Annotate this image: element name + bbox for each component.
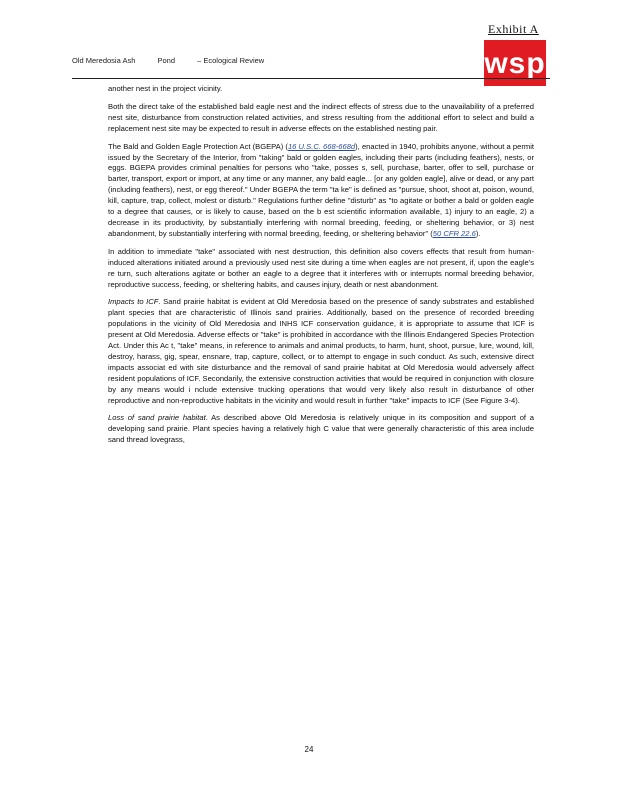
svg-text:wsp: wsp bbox=[484, 47, 546, 80]
header-rule bbox=[72, 78, 550, 79]
paragraph: In addition to immediate "take" associated with nest destruction, this definition also covers effects that result from human-induced alterations initiated around a previously used nest site during a time when eagles are not present, if, upon the eagle's re turn, such alterations agitate or bother an eagle to a degree that it interferes with or interrupts normal breeding behavior, reproductive success, feeding, or sheltering habits, and causes injury, death or nest abandonment. bbox=[108, 246, 534, 289]
bullet-text bbox=[108, 297, 534, 406]
bullet-text bbox=[108, 413, 534, 446]
document-body bbox=[108, 84, 534, 453]
bullet-item bbox=[108, 297, 534, 406]
wsp-logo bbox=[484, 40, 546, 86]
bullet-lead: Impacts to ICF bbox=[108, 297, 159, 307]
exhibit-label: Exhibit A bbox=[488, 22, 539, 36]
bullet-item bbox=[108, 413, 534, 446]
page-number: 24 bbox=[304, 745, 314, 754]
paragraph: another nest in the project vicinity. bbox=[108, 84, 223, 93]
bullet-body: . As described above Old Meredosia is relatively unique in its composition and support of a developing sand prairie. Plant species having a relatively high C value that were generally characteristic of this area include sand thread lovegrass, bbox=[108, 413, 534, 445]
citation-link[interactable]: 16 U.S.C. 668-668d bbox=[287, 141, 356, 151]
paragraph-text: The Bald and Golden Eagle Protection Act (BGEPA) ( bbox=[108, 141, 288, 151]
header-pond: Pond bbox=[157, 56, 175, 65]
header-review: – Ecological Review bbox=[197, 56, 265, 65]
page-header bbox=[72, 56, 284, 65]
paragraph-bgepa bbox=[108, 142, 534, 240]
citation-link[interactable]: 50 CFR 22.6 bbox=[432, 228, 476, 238]
paragraph: Both the direct take of the established bald eagle nest and the indirect effects of stress due to the unavailability of a preferred nest site, disturbance from construction related activities, and stress resulting from the additional effort to select and build a replacement nest site may be expected to result in adverse effects on the established nesting pair. bbox=[108, 101, 534, 133]
bullet-body: . Sand prairie habitat is evident at Old Meredosia based on the presence of sandy substrates and established plant species that are characteristic of Illinois sand prairies. Additionally, based on the presence of recorded breeding populations in the vicinity of Old Meredosia and INHS ICF conservation guidance, it is appropriate to assume that ICF is present at Old Meredosia. Adverse effects or "take" is prohibited in accordance with the Illinois Endangered Species Protection Act. Under this Ac t, "take" means, in reference to animals and animal products, to harm, hunt, shoot, pursue, lure, wound, kill, destroy, harass, gig, spear, ensnare, trap, capture, collect, or to attempt to engage in such conduct. As such, extensive direct impacts associat ed with site disturbance and the removal of sand prairie habitat at Old Meredosia would adversely affect resident populations of ICF. Secondarily, the extensive construction activities that would be required in conjunction with closure by any means would i nclude extensive trucking operations that would very likely also result in disturbance of other reproductive and non-reproductive habitats in the vicinity and would result in further "take" impacts to ICF (See Figure 3-4). bbox=[108, 297, 534, 405]
header-site: Old Meredosia Ash bbox=[72, 56, 136, 65]
paragraph-text: ). bbox=[475, 228, 481, 238]
paragraph-text: ), enacted in 1940, prohibits anyone, without a permit issued by the Secretary of the Interior, from "taking" bald or golden eagles, including their parts (including feathers), nests, or eggs. BGEPA provides criminal penalties for persons who "take, posses s, sell, purchase, barter, offer to sell, purchase or barter, transport, export or import, at any time or any manner, any bald eagle... [or any golden eagle], alive or dead, or any part (including feathers), nest, or egg thereof." Under BGEPA the term "ta ke" is defined as "pursue, shoot, shoot at, poison, wound, kill, capture, trap, collect, molest or disturb." Regulations further define "disturb" as "to agitate or bother a bald or golden eagle to a degree that causes, or is likely to cause, based on the b est scientific information available, 1) injury to an eagle, 2) a decrease in its productivity, by substantially interfering with normal breeding, feeding, or sheltering behavior, or 3) nest abandonment, by substantially interfering with normal breeding, feeding, or sheltering behavior" ( bbox=[108, 141, 534, 238]
bullet-lead: Loss of sand prairie habitat bbox=[108, 413, 206, 423]
